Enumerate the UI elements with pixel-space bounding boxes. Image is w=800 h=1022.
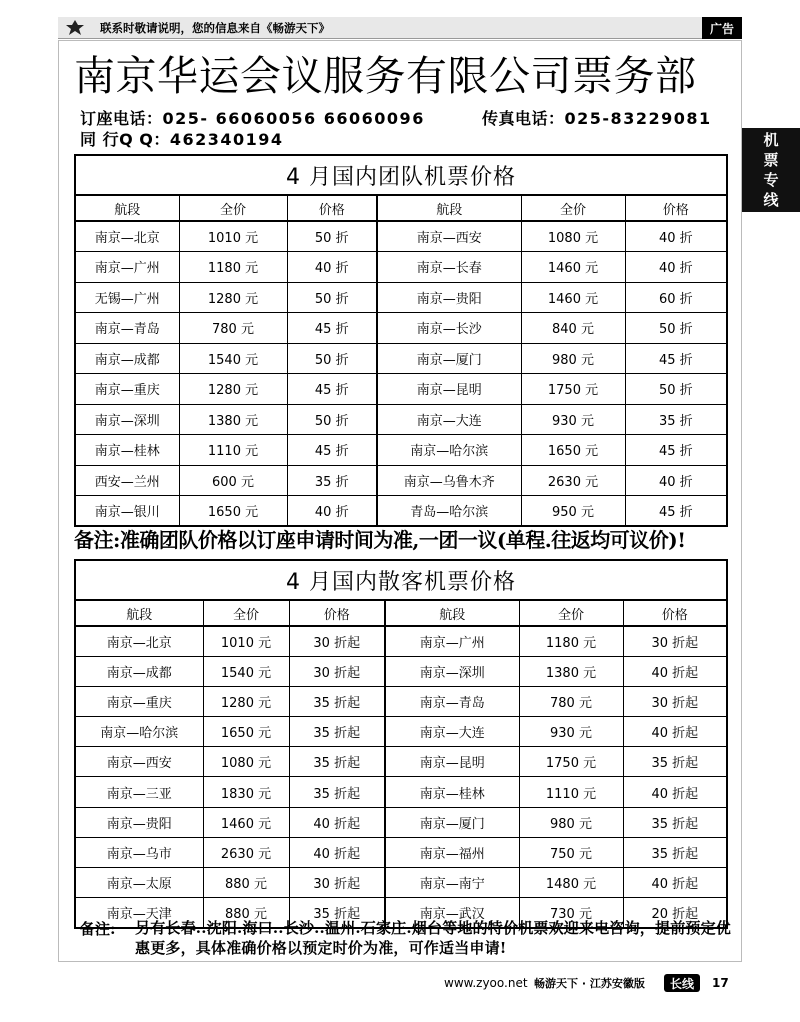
table-cell: 1280 元 [179, 374, 287, 405]
table-cell: 1750 元 [521, 374, 625, 405]
table-cell: 30 折起 [289, 656, 385, 686]
table-row [75, 282, 727, 313]
table-cell: 1650 元 [521, 435, 625, 466]
table-cell: 45 折 [287, 374, 377, 405]
table-cell: 35 折起 [623, 807, 727, 837]
table-cell: 45 折 [625, 343, 727, 374]
table-row [75, 747, 727, 777]
table-cell: 1460 元 [521, 252, 625, 283]
column-header: 航段 [385, 600, 519, 626]
table-cell: 45 折 [287, 435, 377, 466]
table-cell: 50 折 [287, 343, 377, 374]
table-cell: 35 折 [287, 465, 377, 496]
table-cell: 南京—成都 [75, 343, 179, 374]
table-cell: 780 元 [179, 313, 287, 344]
table-cell: 50 折 [287, 221, 377, 252]
table-cell: 西安—兰州 [75, 465, 179, 496]
table-cell: 50 折 [287, 404, 377, 435]
table-cell: 1010 元 [179, 221, 287, 252]
column-header: 全价 [519, 600, 623, 626]
table-cell: 南京—哈尔滨 [377, 435, 521, 466]
table-cell: 40 折起 [623, 717, 727, 747]
table-cell: 45 折 [287, 313, 377, 344]
table-cell: 950 元 [521, 496, 625, 527]
column-header: 航段 [377, 195, 521, 221]
table-cell: 35 折 [625, 404, 727, 435]
company-name: 南京华运会议服务有限公司票务部 [74, 52, 697, 100]
table-cell: 南京—成都 [75, 656, 203, 686]
table-cell: 南京—昆明 [385, 747, 519, 777]
table-cell: 1280 元 [179, 282, 287, 313]
table-cell: 南京—北京 [75, 626, 203, 656]
table-row [75, 837, 727, 867]
table-cell: 南京—哈尔滨 [75, 717, 203, 747]
table-cell: 1110 元 [519, 777, 623, 807]
fax-number: 025-83229081 [564, 109, 712, 128]
table-row [75, 656, 727, 686]
table-cell: 1080 元 [521, 221, 625, 252]
table-cell: 1460 元 [521, 282, 625, 313]
table-cell: 南京—贵阳 [75, 807, 203, 837]
fax-phone [482, 106, 712, 129]
table-cell: 30 折起 [289, 626, 385, 656]
table-cell: 35 折起 [623, 747, 727, 777]
table-cell: 40 折起 [623, 868, 727, 898]
table-cell: 40 折 [625, 252, 727, 283]
table-cell: 1540 元 [179, 343, 287, 374]
footer-magazine: 畅游天下 · 江苏安徽版 [534, 977, 645, 990]
column-header: 全价 [179, 195, 287, 221]
table-cell: 南京—深圳 [385, 656, 519, 686]
table-cell: 青岛—哈尔滨 [377, 496, 521, 527]
table-cell: 45 折 [625, 496, 727, 527]
column-header: 价格 [287, 195, 377, 221]
column-header: 全价 [203, 600, 289, 626]
table-row [75, 465, 727, 496]
individual-table-title: 4 月国内散客机票价格 [75, 560, 727, 600]
column-header: 航段 [75, 600, 203, 626]
magazine-logo-icon [60, 18, 90, 38]
table-row [75, 807, 727, 837]
table-cell: 南京—西安 [377, 221, 521, 252]
table-row [75, 777, 727, 807]
table-cell: 1110 元 [179, 435, 287, 466]
table-row [75, 626, 727, 656]
table-cell: 600 元 [179, 465, 287, 496]
table-cell: 1480 元 [519, 868, 623, 898]
table-cell: 南京—大连 [377, 404, 521, 435]
table-cell: 2630 元 [203, 837, 289, 867]
group-note: 备注:准确团队价格以订座申请时间为准,一团一议(单程.往返均可议价)! [74, 528, 686, 552]
column-header: 价格 [289, 600, 385, 626]
table-cell: 45 折 [625, 435, 727, 466]
side-tab-char: 专 [763, 171, 779, 189]
table-cell: 南京—长春 [377, 252, 521, 283]
booking-label: 订座电话： [80, 109, 163, 128]
table-cell: 南京—三亚 [75, 777, 203, 807]
table-cell: 南京—青岛 [385, 686, 519, 716]
table-cell: 40 折 [287, 252, 377, 283]
table-cell: 750 元 [519, 837, 623, 867]
column-header: 全价 [521, 195, 625, 221]
table-row [75, 717, 727, 747]
table-cell: 880 元 [203, 868, 289, 898]
table-cell: 980 元 [521, 343, 625, 374]
table-cell: 南京—太原 [75, 868, 203, 898]
table-cell: 1650 元 [203, 717, 289, 747]
qq-contact [80, 127, 284, 150]
table-cell: 840 元 [521, 313, 625, 344]
table-cell: 南京—贵阳 [377, 282, 521, 313]
table-cell: 930 元 [519, 717, 623, 747]
table-cell: 1180 元 [179, 252, 287, 283]
table-row [75, 404, 727, 435]
table-cell: 南京—乌鲁木齐 [377, 465, 521, 496]
table-cell: 40 折 [625, 465, 727, 496]
table-row [75, 496, 727, 527]
table-row [75, 374, 727, 405]
table-row [75, 435, 727, 466]
table-cell: 南京—昆明 [377, 374, 521, 405]
table-cell: 2630 元 [521, 465, 625, 496]
table-cell: 35 折起 [289, 747, 385, 777]
table-row [75, 313, 727, 344]
table-cell: 1280 元 [203, 686, 289, 716]
table-cell: 南京—厦门 [377, 343, 521, 374]
table-cell: 南京—青岛 [75, 313, 179, 344]
header-bar [58, 17, 742, 39]
footer-note-label: 备注: [80, 920, 116, 938]
footer-section-tag: 长线 [664, 974, 700, 992]
fax-label: 传真电话： [482, 109, 565, 128]
table-cell: 35 折起 [289, 686, 385, 716]
table-cell: 1650 元 [179, 496, 287, 527]
table-cell: 南京—重庆 [75, 686, 203, 716]
table-cell: 南京—桂林 [75, 435, 179, 466]
table-cell: 1750 元 [519, 747, 623, 777]
table-cell: 50 折 [625, 313, 727, 344]
table-cell: 30 折起 [623, 626, 727, 656]
table-cell: 780 元 [519, 686, 623, 716]
table-cell: 1830 元 [203, 777, 289, 807]
table-cell: 南京—天津 [75, 898, 203, 928]
table-cell: 无锡—广州 [75, 282, 179, 313]
side-tab [742, 128, 800, 212]
table-cell: 南京—西安 [75, 747, 203, 777]
table-cell: 40 折起 [289, 837, 385, 867]
table-cell: 40 折起 [623, 656, 727, 686]
table-cell: 30 折起 [289, 868, 385, 898]
table-cell: 1380 元 [519, 656, 623, 686]
table-cell: 南京—桂林 [385, 777, 519, 807]
column-header: 价格 [623, 600, 727, 626]
table-cell: 南京—长沙 [377, 313, 521, 344]
table-cell: 40 折起 [289, 807, 385, 837]
booking-phone [80, 106, 425, 129]
page-number: 17 [712, 976, 729, 990]
ad-tag: 广告 [702, 17, 742, 39]
side-tab-char: 线 [763, 191, 779, 209]
table-cell: 40 折 [287, 496, 377, 527]
table-cell: 1080 元 [203, 747, 289, 777]
booking-numbers: 025- 66060056 66060096 [162, 109, 425, 128]
table-cell: 南京—广州 [75, 252, 179, 283]
table-row [75, 868, 727, 898]
table-cell: 930 元 [521, 404, 625, 435]
individual-fare-table [74, 559, 728, 929]
table-cell: 南京—深圳 [75, 404, 179, 435]
table-row [75, 686, 727, 716]
table-cell: 1380 元 [179, 404, 287, 435]
table-cell: 40 折起 [623, 777, 727, 807]
table-cell: 35 折起 [289, 717, 385, 747]
table-cell: 南京—重庆 [75, 374, 179, 405]
table-cell: 50 折 [625, 374, 727, 405]
table-cell: 730 元 [519, 898, 623, 928]
table-cell: 南京—武汉 [385, 898, 519, 928]
column-header: 航段 [75, 195, 179, 221]
table-cell: 980 元 [519, 807, 623, 837]
table-cell: 1180 元 [519, 626, 623, 656]
column-header: 价格 [625, 195, 727, 221]
table-cell: 南京—银川 [75, 496, 179, 527]
table-cell: 南京—福州 [385, 837, 519, 867]
table-cell: 35 折起 [623, 837, 727, 867]
table-cell: 20 折起 [623, 898, 727, 928]
table-cell: 南京—大连 [385, 717, 519, 747]
table-cell: 1010 元 [203, 626, 289, 656]
table-cell: 35 折起 [289, 777, 385, 807]
table-cell: 880 元 [203, 898, 289, 928]
table-cell: 1540 元 [203, 656, 289, 686]
table-cell: 南京—南宁 [385, 868, 519, 898]
table-cell: 1460 元 [203, 807, 289, 837]
side-tab-char: 机 [763, 131, 779, 149]
table-row [75, 343, 727, 374]
qq-label: 同 行Q Q： [80, 130, 170, 149]
table-cell: 50 折 [287, 282, 377, 313]
table-cell: 南京—厦门 [385, 807, 519, 837]
footer-url: www.zyoo.net [444, 976, 528, 990]
table-cell: 30 折起 [623, 686, 727, 716]
table-cell: 南京—北京 [75, 221, 179, 252]
footer-note-text: 另有长春..沈阳.海口..长沙..温州.石家庄.烟台等地的特价机票欢迎来电咨询，提前预定优惠更多，具体准确价格以预定时价为准，可作适当申请! [135, 919, 732, 957]
group-table-title: 4 月国内团队机票价格 [75, 155, 727, 195]
header-note: 联系时敬请说明，您的信息来自《畅游天下》 [100, 20, 330, 35]
table-row [75, 221, 727, 252]
group-fare-table [74, 154, 728, 527]
table-cell: 60 折 [625, 282, 727, 313]
table-cell: 35 折起 [289, 898, 385, 928]
table-cell: 40 折 [625, 221, 727, 252]
table-cell: 南京—广州 [385, 626, 519, 656]
table-cell: 南京—乌市 [75, 837, 203, 867]
table-row [75, 252, 727, 283]
side-tab-char: 票 [763, 151, 779, 169]
qq-number: 462340194 [169, 130, 284, 149]
